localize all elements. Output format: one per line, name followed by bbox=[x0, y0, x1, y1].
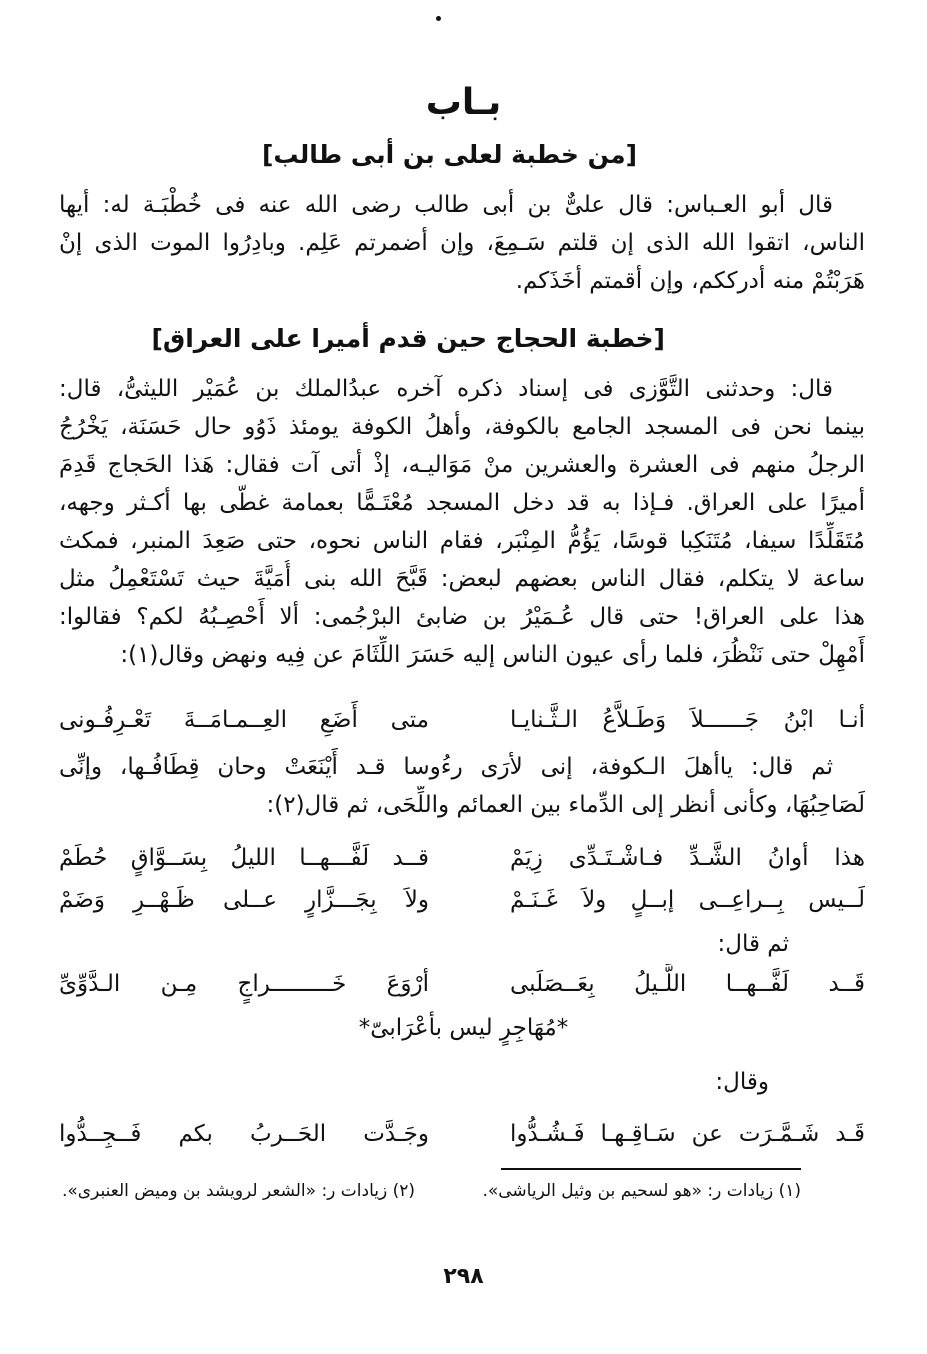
text-line: الرجلُ منهم فى العشرة والعشرين منْ مَوَاليـه، إذْ أتى آت فقال: هَذا الحَجاج قَدِمَ bbox=[59, 452, 865, 478]
and-said-label: وقال: bbox=[715, 1069, 769, 1095]
text-line: ثم قال: ياأهلَ الـكوفة، إنى لأرَى رءُوسا قـد أَيْنَعَتْ وحان قِطَافُـها، وإنِّى bbox=[59, 754, 833, 780]
then-said-label: ثم قال: bbox=[717, 931, 789, 957]
verse-hemistich-left: متى أَضَعِ العِــمـامَــةَ تَعْـرِفُـونى bbox=[59, 707, 429, 733]
text-line: الناس، اتقوا الله الذى إن قلتم سَـمِعَ، وإن أضمرتم عَلِم. وبادِرُوا الموت الذى إنْ bbox=[59, 230, 865, 256]
paragraph-hajjaj-story bbox=[59, 370, 865, 674]
text-line: أميرًا على العراق. فـإذا به قد دخل المسجد مُعْتَـمًّا بعمامة غطّى بها أكـثر وجهه، bbox=[59, 490, 865, 516]
verse-line bbox=[59, 1114, 865, 1154]
text-line: لَصَاحِبُهَا، وكأنى أنظر إلى الدِّماء بين العمائم واللِّحَى، ثم قال(٢): bbox=[266, 792, 865, 818]
verse-continuation: *مُهَاجِرٍ ليس بأعْرَابىّ* bbox=[358, 1015, 569, 1041]
text-line: هذا على العراق! حتى قال عُـمَيْرُ بن ضابئ البرْجُمى: ألا أَحْصِـبُهُ لكم؟ فقالوا: bbox=[59, 604, 865, 630]
verse-hemistich-right: قَــد لَفَّــهــا اللَّـيلُ بِعَــصَلَبى bbox=[510, 971, 865, 997]
footnote-2: (٢) زيادات ر: «الشعر لرويشد بن وميض العنبرى». bbox=[62, 1181, 416, 1201]
chapter-title: بـاب bbox=[425, 82, 502, 123]
footnote-1: (١) زيادات ر: «هو لسحيم بن وثيل الرياشى». bbox=[482, 1181, 801, 1201]
verse-hemistich-left: قــد لَفَّـــهــا الليلُ بِسَــوَّاقٍ حُطَمْ bbox=[59, 845, 429, 871]
top-mark bbox=[436, 16, 441, 21]
page-number: ٢٩٨ bbox=[443, 1264, 484, 1289]
section-heading-ali: [من خطبة لعلى بن أبى طالب] bbox=[262, 140, 637, 169]
paragraph-hajjaj-speech bbox=[59, 748, 865, 824]
verse-hemistich-left: وجَـدَّت الحَــربُ بكم فَــجِــدُّوا bbox=[59, 1121, 429, 1147]
verse-hemistich-right: هذا أوانُ الشَّـدِّ فـاشْـتَـدِّى زِيَمْ bbox=[510, 845, 865, 871]
verse-hemistich-right: قَـد شَـمَّـرَت عن سَـاقِـهـا فَـشُـدُّوا bbox=[510, 1121, 865, 1147]
verse-line bbox=[59, 964, 865, 1004]
text-line: مُتَقَلِّدًا سيفا، مُتَنَكِبا قوسًا، يَؤُمُّ المِنْبَر، فقام الناس نحوه، حتى صَعِدَ المنبر، فمكث bbox=[59, 528, 865, 554]
text-line: بينما نحن فى المسجد الجامع بالكوفة، وأهلُ الكوفة يومئذ ذَوُو حال حَسَنَة، يَخْرُجُ bbox=[59, 414, 865, 440]
verse-line bbox=[59, 880, 865, 920]
verse-hemistich-right: لَــيس بِــراعِــى إبــلٍ ولاَ غَـنَـمْ bbox=[510, 887, 865, 913]
text-line: ساعة لا يتكلم، فقال الناس بعضهم لبعض: قَبَّحَ الله بنى أُمَيَّةَ حيث تَسْتَعْمِلُ مثل bbox=[59, 566, 865, 592]
text-line: أَمْهِلْ حتى نَنْظُرَ، فلما رأى عيون الناس إليه حَسَرَ اللِّثَامَ عن فِيه ونهض وقال(١): bbox=[120, 642, 865, 668]
verse-hemistich-left: أرْوَعَ خَـــــــــراجٍ مِـن الـدَّوِّىِّ bbox=[59, 971, 429, 997]
paragraph-ali-sermon bbox=[59, 186, 865, 300]
text-line: قال: وحدثنى التَّوَّزى فى إسناد ذكره آخره عبدُالملك بن عُمَيْر الليثىُّ، قال: bbox=[59, 376, 833, 402]
section-heading-hajjaj: [خطبة الحجاج حين قدم أميرا على العراق] bbox=[151, 324, 665, 353]
verse-hemistich-left: ولاَ بِجَـــزَّارٍ عــلى ظَـهْــرِ وَضَمْ bbox=[59, 887, 429, 913]
verse-line bbox=[59, 700, 865, 740]
footnote-divider bbox=[501, 1168, 801, 1170]
text-line: هَرَبْتُمْ منه أدرككم، وإن أقمتم أخَذَكم. bbox=[515, 268, 865, 294]
verse-hemistich-right: أنـا ابْنُ جَــــــلاَ وَطَـلاَّعُ الـثَّـنايـا bbox=[510, 707, 865, 733]
text-line: قال أبو العـباس: قال علىٌّ بن أبى طالب رضى الله عنه فى خُطْبَـة له: أيها bbox=[59, 192, 833, 218]
verse-line bbox=[59, 838, 865, 878]
